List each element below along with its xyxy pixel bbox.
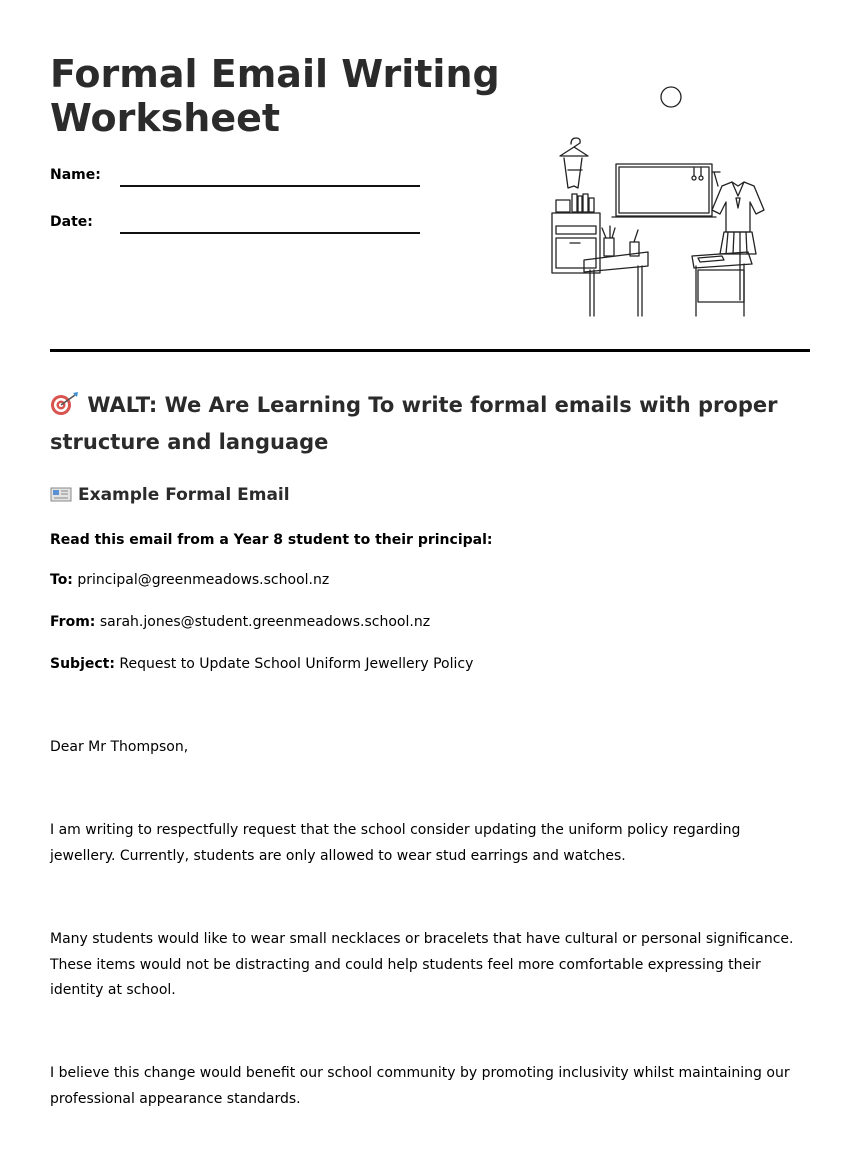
- page-title: Formal Email Writing Worksheet: [50, 52, 500, 140]
- email-to-line: [50, 570, 329, 590]
- whiteboard-icon: [612, 164, 716, 217]
- name-label: Name:: [50, 167, 101, 183]
- desk-icon: [584, 226, 648, 316]
- email-to-label: To:: [50, 572, 73, 588]
- walt-text: WALT: We Are Learning To write formal emails with proper structure and language: [50, 393, 778, 454]
- name-field: [50, 166, 420, 190]
- email-icon: [50, 486, 72, 502]
- cabinet-icon: [552, 194, 600, 273]
- school-uniform-icon: [712, 172, 764, 300]
- email-from-line: [50, 612, 430, 632]
- example-email-heading-text: Example Formal Email: [78, 485, 290, 505]
- email-paragraph-2: Many students would like to wear small necklaces or bracelets that have cultural or personal significance. These items would not be distracting and could help students feel more comfortable expressing their identity at school.: [50, 931, 794, 998]
- intro-text: Read this email from a Year 8 student to their principal:: [50, 532, 493, 548]
- date-field: [50, 213, 420, 237]
- example-email-heading: [50, 484, 290, 506]
- walt-heading: [50, 387, 810, 461]
- date-write-line: [120, 232, 420, 234]
- classroom-uniform-illustration: [546, 80, 776, 325]
- email-subject-label: Subject:: [50, 656, 115, 672]
- email-paragraph-1: I am writing to respectfully request that the school consider updating the uniform policy regarding jewellery. Currently, students are only allowed to wear stud earrings and watches.: [50, 822, 741, 864]
- worksheet-page: [50, 0, 810, 1107]
- email-to-value: principal@greenmeadows.school.nz: [77, 572, 330, 588]
- email-paragraph-3: I believe this change would benefit our school community by promoting inclusivity whilst maintaining our professional appearance standards.: [50, 1065, 790, 1107]
- email-from-label: From:: [50, 614, 96, 630]
- worksheet-header: [50, 0, 810, 352]
- header-divider: [50, 349, 810, 352]
- date-label: Date:: [50, 214, 93, 230]
- student-desk-icon: [692, 252, 752, 316]
- name-write-line: [120, 185, 420, 187]
- clock-icon: [661, 87, 681, 107]
- email-greeting: Dear Mr Thompson,: [50, 739, 189, 755]
- email-subject-line: [50, 654, 473, 674]
- hanger-icon: [560, 138, 588, 188]
- target-dart-icon: [50, 392, 80, 416]
- email-from-value: sarah.jones@student.greenmeadows.school.nz: [99, 614, 431, 630]
- email-subject-value: Request to Update School Uniform Jewellery Policy: [119, 656, 474, 672]
